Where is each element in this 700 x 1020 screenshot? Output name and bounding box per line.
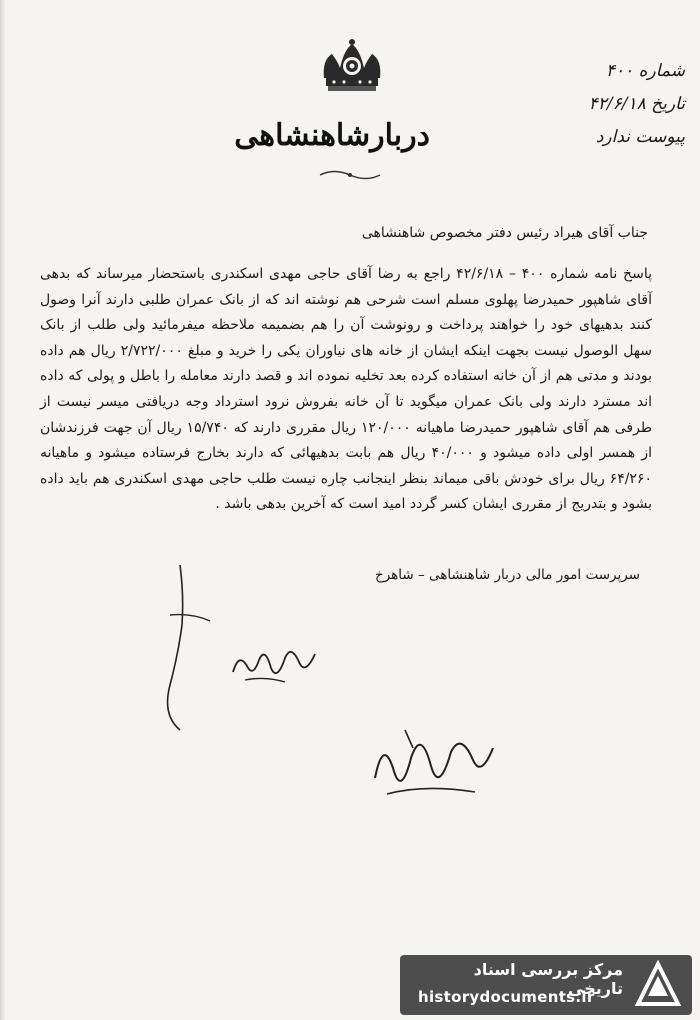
reference-block	[565, 55, 685, 154]
letterhead-title: دربارشاهنشاهی	[234, 118, 430, 153]
footer-org-name: مرکز بررسی اسناد تاریخی	[473, 960, 623, 998]
ornament-divider	[318, 168, 382, 182]
letter-body	[40, 262, 652, 518]
page-edge-shadow	[0, 0, 6, 1020]
letter-signatory: سرپرست امور مالی دربار شاهنشاهی – شاهرخ	[375, 567, 640, 583]
crown-emblem-icon	[318, 38, 386, 102]
archive-logo-icon	[632, 960, 684, 1010]
footer-url[interactable]: historydocuments.ir	[418, 988, 595, 1006]
letter-addressee: جناب آقای هیراد رئیس دفتر مخصوص شاهنشاهی	[361, 225, 648, 241]
reference-attachment: پیوست ندارد	[595, 127, 685, 147]
reference-date: تاریخ ۴۲/۶/۱۸	[588, 94, 685, 114]
handwritten-note-2	[365, 718, 500, 810]
reference-number: شماره ۴۰۰	[605, 61, 685, 81]
handwritten-note-1	[225, 632, 320, 692]
letter-paragraph: پاسخ نامه شماره ۴۰۰ – ۴۲/۶/۱۸ راجع به رضا آقای حاجی مهدی اسکندری باستحضار میرساند که بدهی آقای شاهپور حمیدرضا پهلوی مسلم است شرحی هم نوشته اند که از بانک عمران طلبی دارند آنرا وصول کنند بدهیهای خود را خواهند پرداخت و رونوشت آن را هم بضمیمه ملاحظه میفرمائید ولی طلب از بانک سهل الوصول نیست بجهت اینکه ایشان از خانه های نیاوران یکی را خرید و مبلغ ۲/۷۲۲/۰۰۰ ریال هم داده بودند و مدتی هم از آن خانه استفاده کرده بعد تخلیه نموده اند و قصد دارند معامله را باطل و پولی که داده اند مسترد دارند ولی بانک عمران میگوید تا آن خانه بفروش نرود استرداد وجه دریافتی میسر نیست از طرفی هم آقای شاهپور حمیدرضا ماهیانه ۱۲۰/۰۰۰ ریال مقرری دارند که ۱۵/۷۴۰ ریال آن جهت فرزندشان از همسر اولی داده میشود و ۴۰/۰۰۰ ریال هم بابت بدهیهائی که دارند بخارج فرستاده میشود و ماهیانه ۶۴/۲۶۰ ریال برای خودش باقی میماند بنظر اینجانب چاره نیست طلب حاجی مهدی اسکندری هم باید داده بشود و بتدریج از مقرری ایشان کسر گردد امید است که آخرین بدهی باشد .	[40, 266, 652, 513]
